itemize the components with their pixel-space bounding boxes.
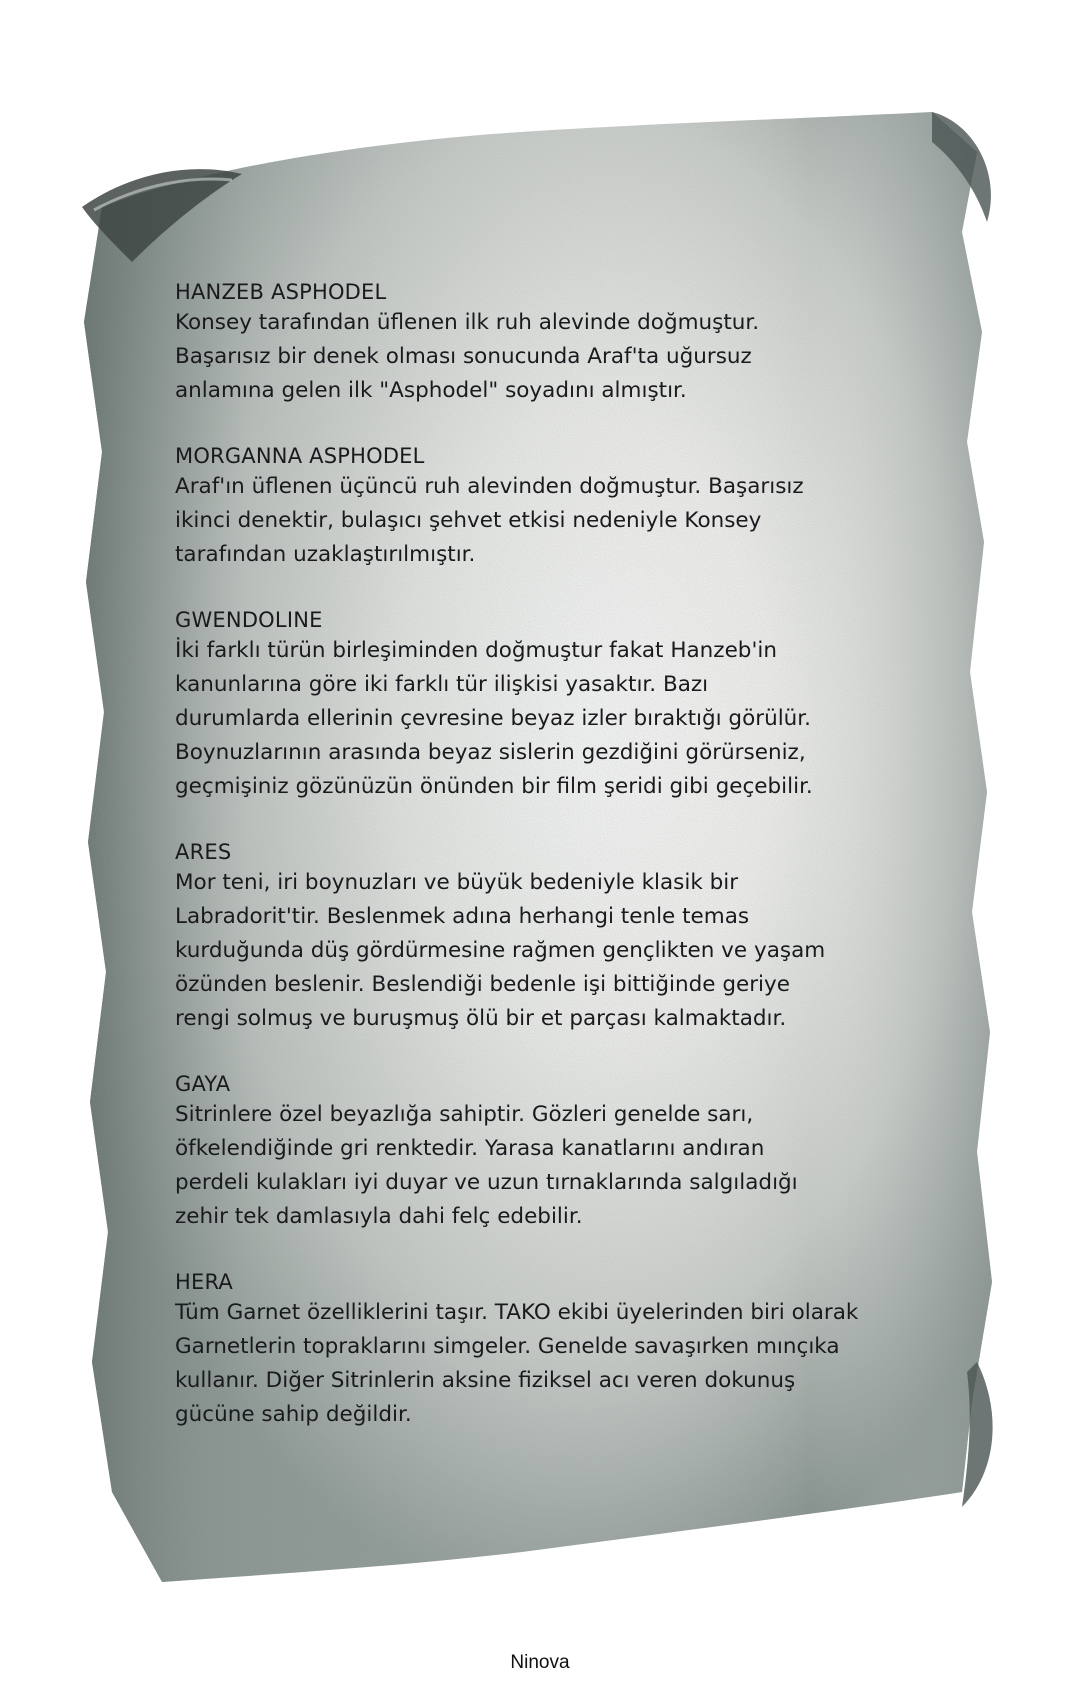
character-description: İki farklı türün birleşiminden doğmuştur fakat Hanzeb'in kanunlarına göre iki farklı tür ilişkisi yasaktır. Bazı durumlarda ellerinin çevresine beyaz izler bıraktığı görülür. Boynuzlarının arasında beyaz sislerin gezdiğini görürseniz, geçmişiniz gözünüzün önünden bir film şeridi gibi geçebilir. bbox=[175, 638, 813, 799]
character-entry bbox=[175, 608, 915, 804]
character-description: Sitrinlere özel beyazlığa sahiptir. Gözleri genelde sarı, öfkelendiğinde gri renktedir. Yarasa kanatlarını andıran perdeli kulakları iyi duyar ve uzun tırnaklarında salgıladığı zehir tek damlasıyla dahi felç edebilir. bbox=[175, 1102, 798, 1229]
character-list bbox=[175, 280, 915, 1468]
character-description: Araf'ın üflenen üçüncü ruh alevinden doğmuştur. Başarısız ikinci denektir, bulaşıcı şehvet etkisi nedeniyle Konsey tarafından uzaklaştırılmıştır. bbox=[175, 474, 804, 567]
character-entry bbox=[175, 444, 915, 572]
character-entry bbox=[175, 1270, 915, 1432]
publisher-footer: Ninova bbox=[510, 1652, 570, 1673]
character-entry bbox=[175, 280, 915, 408]
character-description: Mor teni, iri boynuzları ve büyük bedeniyle klasik bir Labradorit'tir. Beslenmek adına herhangi tenle temas kurduğunda düş gördürmesine rağmen gençlikten ve yaşam özünden beslenir. Beslendiği bedenle işi bittiğinde geriye rengi solmuş ve buruşmuş ölü bir et parçası kalmaktadır. bbox=[175, 870, 826, 1031]
character-description: Konsey tarafından üflenen ilk ruh alevinde doğmuştur. Başarısız bir denek olması sonucunda Araf'ta uğursuz anlamına gelen ilk "Asphodel" soyadını almıştır. bbox=[175, 310, 760, 403]
character-name: HANZEB ASPHODEL bbox=[175, 280, 387, 304]
character-name: GWENDOLINE bbox=[175, 608, 323, 632]
character-name: GAYA bbox=[175, 1072, 231, 1096]
character-name: HERA bbox=[175, 1270, 233, 1294]
character-description: Tüm Garnet özelliklerini taşır. TAKO ekibi üyelerinden biri olarak Garnetlerin topraklarını simgeler. Genelde savaşırken mınçıka kullanır. Diğer Sitrinlerin aksine fiziksel acı veren dokunuş gücüne sahip değildir. bbox=[175, 1300, 859, 1427]
character-name: ARES bbox=[175, 840, 232, 864]
character-entry bbox=[175, 840, 915, 1036]
character-entry bbox=[175, 1072, 915, 1234]
character-name: MORGANNA ASPHODEL bbox=[175, 444, 425, 468]
